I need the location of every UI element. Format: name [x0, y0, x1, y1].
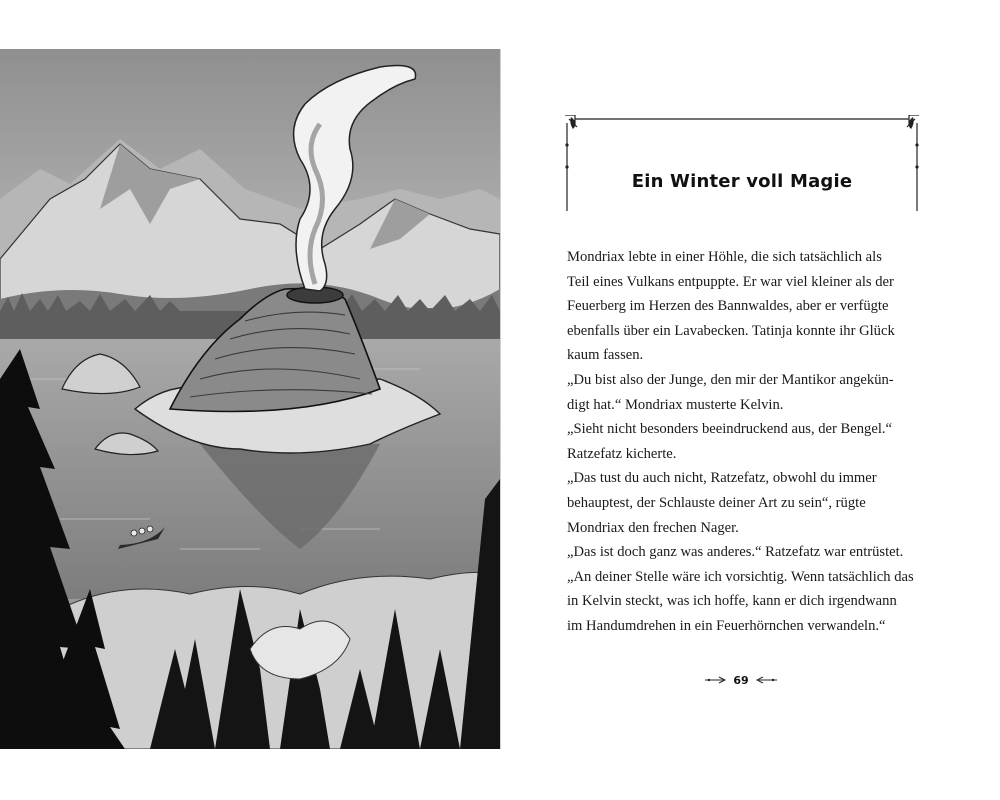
text-line: Mondriax den frechen Nager. [567, 519, 739, 536]
page-footer [701, 671, 781, 689]
text-line: „Das ist doch ganz was anderes.“ Ratzefatz war entrüstet. [567, 544, 904, 561]
text-line: „An deiner Stelle wäre ich vorsichtig. Wenn tatsächlich das [567, 568, 914, 585]
text-line: ebenfalls über ein Lavabecken. Tatinja konnte ihr Glück [567, 322, 895, 339]
text-line: digt hat.“ Mondriax musterte Kelvin. [567, 396, 784, 413]
text-line: Feuerberg im Herzen des Bannwaldes, aber er verfügte [567, 298, 889, 315]
text-page [501, 49, 1000, 749]
text-line: behauptest, der Schlauste deiner Art zu sein“, rügte [567, 494, 866, 511]
text-line: „Das tust du auch nicht, Ratzefatz, obwohl du immer [567, 470, 877, 487]
body-text [567, 245, 927, 639]
book-spread [0, 49, 1000, 749]
page-number: 69 [733, 673, 749, 687]
chapter-header-frame [565, 115, 919, 213]
text-line: im Handumdrehen in ein Feuerhörnchen verwandeln.“ [567, 617, 886, 634]
text-line: „Du bist also der Junge, den mir der Mantikor angekün- [567, 371, 894, 388]
text-line: Mondriax lebte in einer Höhle, die sich tatsächlich als [567, 249, 882, 265]
illustration-page [0, 49, 500, 749]
text-line: kaum fassen. [567, 347, 644, 364]
left-flourish-icon [705, 676, 727, 684]
right-flourish-icon [755, 676, 777, 684]
volcano-island-illustration [0, 49, 500, 749]
text-line: Ratzefatz kicherte. [567, 445, 677, 462]
text-line: „Sieht nicht besonders beeindruckend aus, der Bengel.“ [567, 421, 893, 438]
text-line: in Kelvin steckt, was ich hoffe, kann er dich irgendwann [567, 593, 897, 610]
text-line: Teil eines Vulkans entpuppte. Er war viel kleiner als der [567, 273, 894, 290]
chapter-title: Ein Winter voll Magie [631, 171, 853, 192]
